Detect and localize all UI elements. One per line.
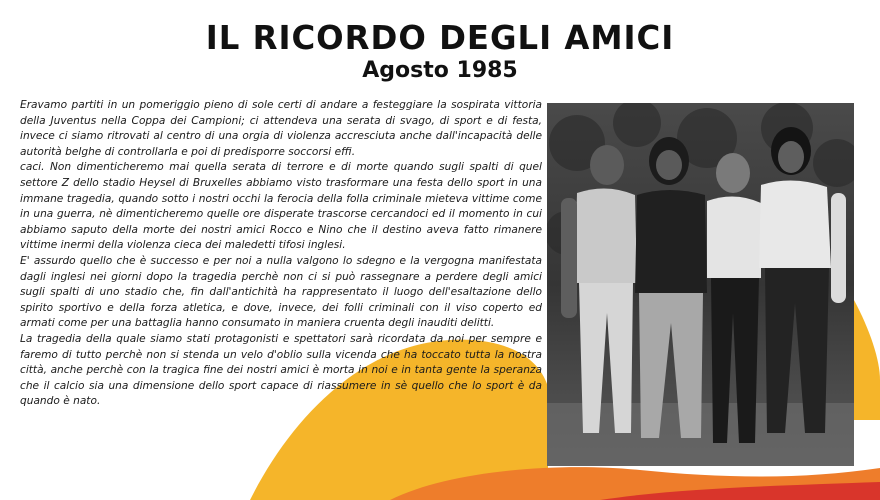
article-paragraph: caci. Non dimenticheremo mai quella serata di terrore e di morte quando sugli spalti di quel settore Z dello stadio Heysel di Bruxelles abbiamo visto trasformare una festa dello sport in una immane tragedia, quando sotto i nostri occhi la ferocia della folla criminale mieteva vittime come in una guerra, nè dimenticheremo quelle ore disperate trascorse cercandoci ed il momento in cui abbiamo saputo della morte dei nostri amici Rocco e Nino che il destino aveva fatto rimanere vittime inermi della violenza cieca dei maledetti tifosi inglesi.	[20, 161, 542, 252]
yellow-swoosh-right-shape	[854, 300, 880, 420]
article-paragraph: E' assurdo quello che è successo e per noi a nulla valgono lo sdegno e la vergogna manifestata dagli inglesi nei giorni dopo la tragedia perchè non ci si può rassegnare a perdere degli amici sugli spalti di uno stadio che, fin dall'antichità ha rappresentato il luogo dell'esaltazione dello spirito sportivo e della forza atletica, e dove, invece, dei folli criminali con il viso coperto ed armati come per una battaglia hanno consumato in maniera cruenta degli inauditi delitti.	[20, 254, 542, 330]
memorial-photo	[547, 103, 854, 466]
article-paragraph: Eravamo partiti in un pomeriggio pieno di sole certi di andare a festeggiare la sospirata vittoria della Juventus nella Coppa dei Campioni; ci attendeva una serata di svago, di sport e di festa, invece ci siamo ritrovati al centro di una orgia di violenza accresciuta anche dall'incapacità delle autorità belghe di controllarla e poi di predisporre soccorsi effi.	[20, 99, 542, 158]
page-title: IL RICORDO DEGLI AMICI	[205, 18, 675, 57]
four-men-photo-icon	[547, 103, 854, 466]
page-subtitle: Agosto 1985	[362, 58, 518, 83]
article-body	[20, 98, 542, 410]
article-paragraph: La tragedia della quale siamo stati protagonisti e spettatori sarà ricordata da noi per sempre e faremo di tutto perchè non si stenda un velo d'oblio sulla vicenda che ha toccato tutta la nostra città, anche perchè con la tragica fine dei nostri amici è morta in noi e in tanta gente la speranza che il calcio sia una dimensione dello sport capace di riassumere in sè quello che lo sport è da quando è nato.	[20, 332, 542, 408]
